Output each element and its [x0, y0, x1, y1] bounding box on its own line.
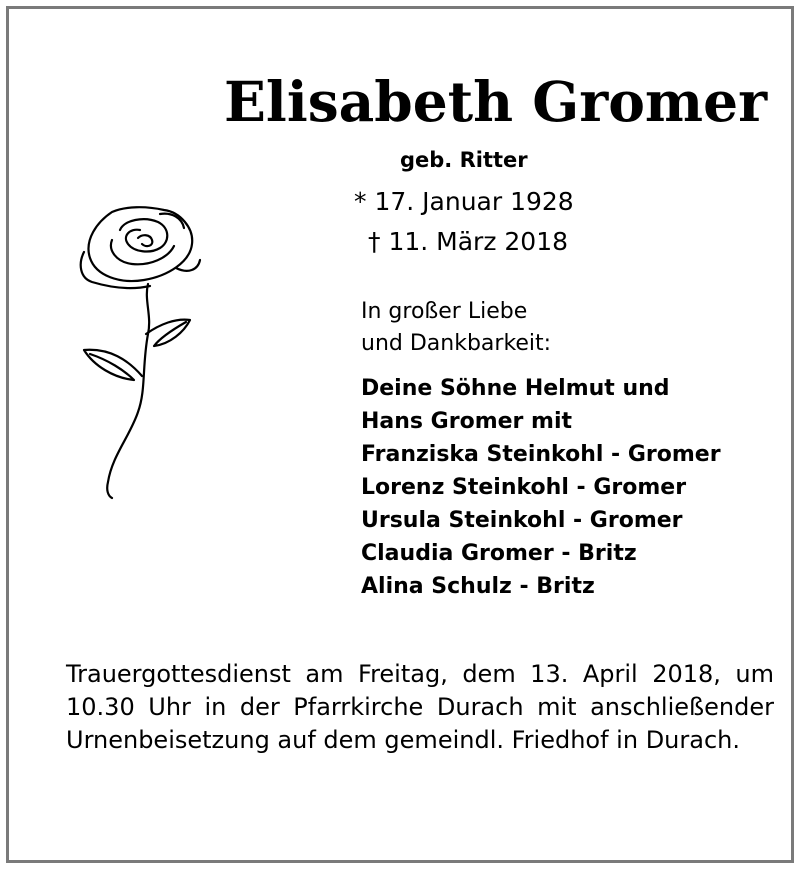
mourner-line: Deine Söhne Helmut und — [361, 376, 670, 401]
mourners-list — [361, 372, 721, 603]
mourner-line: Ursula Steinkohl - Gromer — [361, 508, 683, 533]
rose-icon — [72, 200, 212, 500]
intro-text — [361, 296, 551, 360]
death-date: † 11. März 2018 — [368, 227, 569, 256]
intro-line: und Dankbarkeit: — [361, 331, 552, 356]
intro-line: In großer Liebe — [361, 299, 528, 324]
mourner-line: Alina Schulz - Britz — [361, 574, 595, 599]
mourner-line: Lorenz Steinkohl - Gromer — [361, 475, 687, 500]
mourner-line: Hans Gromer mit — [361, 409, 573, 434]
mourner-line: Claudia Gromer - Britz — [361, 541, 637, 566]
mourner-line: Franziska Steinkohl - Gromer — [361, 442, 721, 467]
funeral-service-info: Trauergottesdienst am Freitag, dem 13. April 2018, um 10.30 Uhr in der Pfarrkirche Durach mit anschließender Urnenbeisetzung auf dem gemeindl. Friedhof in Durach. — [66, 660, 774, 754]
maiden-name: geb. Ritter — [400, 148, 528, 172]
birth-date: * 17. Januar 1928 — [354, 187, 574, 216]
deceased-name: Elisabeth Gromer — [224, 69, 768, 134]
